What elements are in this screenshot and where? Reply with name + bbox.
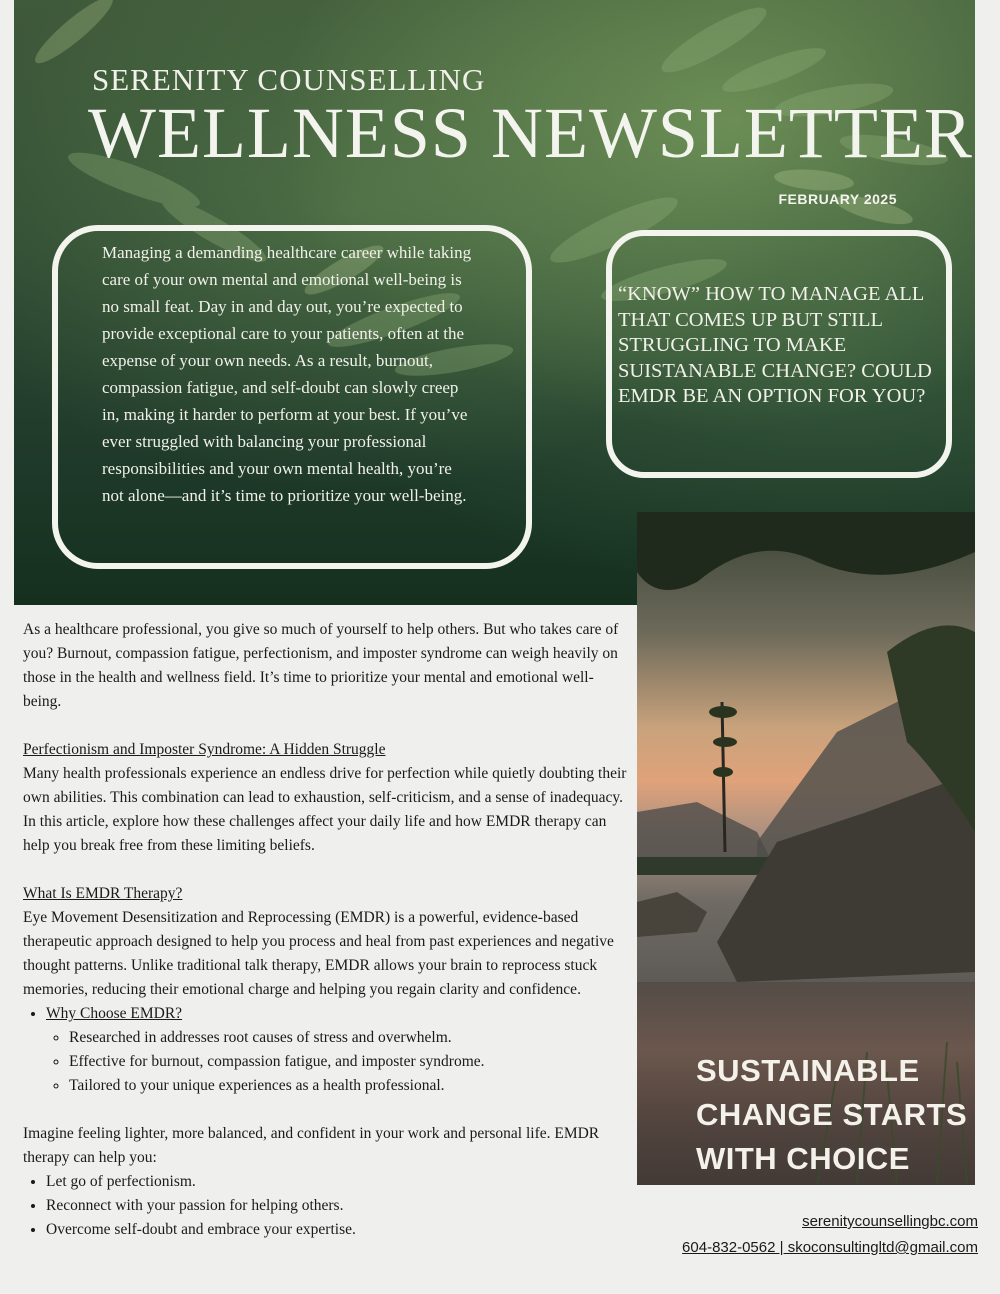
brand-name: SERENITY COUNSELLING	[92, 62, 486, 97]
section-heading-perfectionism: Perfectionism and Imposter Syndrome: A Hidden Struggle	[23, 741, 386, 758]
intro-box	[52, 225, 532, 569]
intro-text: Managing a demanding healthcare career while taking care of your own mental and emotional well-being is no small feat. Day in and day out, you’re expected to provide exceptional care to your patients, often at the expense of your own needs. As a result, burnout, compassion fatigue, and self-doubt can slowly creep in, making it harder to perform at your best. If you’ve ever struggled with balancing your professional responsibilities and your own mental health, you’re not alone—and it’s time to prioritize your well-being.	[102, 243, 472, 505]
website-link[interactable]: serenitycounsellingbc.com	[802, 1213, 978, 1230]
list-item: • Reconnect with your passion for helping others.	[46, 1194, 631, 1218]
list-item: • Let go of perfectionism.	[46, 1170, 631, 1194]
issue-date: FEBRUARY 2025	[778, 191, 897, 207]
list-item: • Overcome self-doubt and embrace your expertise.	[46, 1218, 631, 1242]
article-intro: As a healthcare professional, you give so much of yourself to help others. But who takes care of you? Burnout, compassion fatigue, perfectionism, and imposter syndrome can weigh heavily on those in the health and wellness field. It’s time to prioritize your mental and emotional well-being.	[23, 621, 619, 710]
newsletter-title: WELLNESS NEWSLETTER	[88, 93, 973, 173]
contact-info	[682, 1209, 978, 1261]
section-body-perfectionism: Many health professionals experience an endless drive for perfection while quietly doubting their own abilities. This combination can lead to exhaustion, self-criticism, and a sense of inadequacy. In this article, explore how these challenges affect your daily life and how EMDR therapy can help you break free from these limiting beliefs.	[23, 765, 627, 854]
section-body-emdr: Eye Movement Desensitization and Reprocessing (EMDR) is a powerful, evidence-based therapeutic approach designed to help you process and heal from past experiences and negative thought patterns. Unlike traditional talk therapy, EMDR allows your brain to reprocess stuck memories, reducing their emotional charge and helping you regain clarity and confidence.	[23, 909, 614, 998]
photo-caption: SUSTAINABLE CHANGE STARTS WITH CHOICE	[696, 1053, 968, 1176]
lake-sunset-photo	[637, 512, 975, 1185]
closing-text: Imagine feeling lighter, more balanced, and confident in your work and personal life. EMDR therapy can help you:	[23, 1125, 600, 1166]
benefits-list	[23, 1170, 631, 1242]
list-item: ◦ Effective for burnout, compassion fatigue, and imposter syndrome.	[69, 1050, 631, 1074]
why-emdr-list	[23, 1002, 631, 1098]
section-heading-emdr: What Is EMDR Therapy?	[23, 885, 183, 902]
list-item	[46, 1002, 631, 1098]
why-emdr-heading: Why Choose EMDR?	[46, 1005, 183, 1022]
why-emdr-sublist	[46, 1026, 631, 1098]
phone-email-link[interactable]: 604-832-0562 | skoconsultingltd@gmail.com	[682, 1239, 978, 1256]
callout-text: “KNOW” HOW TO MANAGE ALL THAT COMES UP BUT STILL STRUGGLING TO MAKE SUISTANABLE CHANGE? COULD EMDR BE AN OPTION FOR YOU?	[618, 283, 932, 407]
list-item: ◦ Researched in addresses root causes of stress and overwhelm.	[69, 1026, 631, 1050]
callout-box	[606, 230, 952, 478]
list-item: ◦ Tailored to your unique experiences as a health professional.	[69, 1074, 631, 1098]
article-body	[23, 618, 631, 1242]
